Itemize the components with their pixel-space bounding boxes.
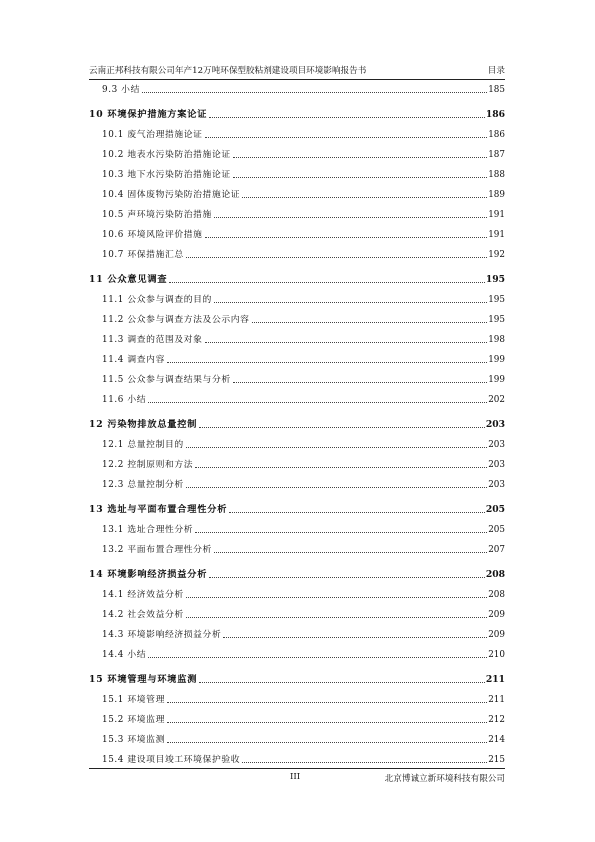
toc-entry-page: 211 [488, 695, 505, 705]
toc-section-entry[interactable] [89, 242, 505, 262]
dot-leader [205, 237, 488, 238]
toc-entry-title: 14.1 经济效益分析 [102, 590, 184, 600]
toc-entry-page: 188 [488, 170, 505, 180]
toc-entry-title: 9.3 小结 [102, 85, 140, 95]
toc-entry-title: 10.5 声环境污染防治措施 [102, 210, 212, 220]
dot-leader [169, 282, 485, 283]
toc-entry-page: 205 [485, 504, 505, 515]
toc-entry-page: 203 [488, 480, 505, 490]
dot-leader [242, 197, 487, 198]
toc-chapter-entry[interactable] [89, 262, 505, 287]
toc-entry-title: 14.4 小结 [102, 650, 147, 660]
toc-entry-page: 207 [488, 545, 505, 555]
toc-entry-page: 208 [485, 569, 505, 580]
dot-leader [195, 532, 487, 533]
dot-leader [209, 117, 485, 118]
toc-entry-page: 187 [488, 150, 505, 160]
toc-section-entry[interactable] [89, 162, 505, 182]
toc-section-entry[interactable] [89, 432, 505, 452]
toc-entry-page: 185 [488, 85, 505, 95]
toc-entry-title: 13.1 选址合理性分析 [102, 525, 194, 535]
dot-leader [186, 487, 487, 488]
dot-leader [199, 427, 485, 428]
toc-section-entry[interactable] [89, 517, 505, 537]
toc-entry-page: 215 [488, 755, 505, 765]
footer-company: 北京博诚立新环境科技有限公司 [384, 774, 505, 784]
toc-section-entry[interactable] [89, 122, 505, 142]
toc-chapter-entry[interactable] [89, 557, 505, 582]
toc-entry-title: 11.3 调查的范围及对象 [102, 335, 203, 345]
toc-entry-page: 208 [488, 590, 505, 600]
toc-entry-title: 10.2 地表水污染防治措施论证 [102, 150, 231, 160]
toc-section-entry[interactable] [89, 707, 505, 727]
toc-chapter-entry[interactable] [89, 97, 505, 122]
toc-entry-title: 10.3 地下水污染防治措施论证 [102, 170, 231, 180]
toc-section-entry[interactable] [89, 642, 505, 662]
toc-entry-title: 11.6 小结 [102, 395, 147, 405]
toc-entry-page: 214 [488, 735, 505, 745]
toc-entry-page: 203 [485, 419, 505, 430]
dot-leader [214, 552, 487, 553]
toc-entry-title: 12.2 控制原则和方法 [102, 460, 194, 470]
toc-entry-title: 14.2 社会效益分析 [102, 610, 184, 620]
dot-leader [252, 322, 488, 323]
toc-entry-page: 195 [488, 295, 505, 305]
toc-section-entry[interactable] [89, 347, 505, 367]
toc-entry-title: 13.2 平面布置合理性分析 [102, 545, 212, 555]
toc-entry-title: 10.6 环境风险评价措施 [102, 230, 203, 240]
toc-section-entry[interactable] [89, 142, 505, 162]
dot-leader [186, 257, 487, 258]
page-header [89, 64, 505, 78]
dot-leader [148, 402, 487, 403]
toc-entry-title: 10.4 固体废物污染防治措施论证 [102, 190, 241, 200]
toc-section-entry[interactable] [89, 367, 505, 387]
toc-entry-title: 10 环境保护措施方案论证 [89, 109, 208, 120]
toc-section-entry[interactable] [89, 452, 505, 472]
table-of-contents [89, 81, 505, 767]
toc-entry-page: 210 [488, 650, 505, 660]
toc-entry-page: 199 [488, 375, 505, 385]
toc-chapter-entry[interactable] [89, 662, 505, 687]
dot-leader [167, 702, 487, 703]
dot-leader [233, 157, 487, 158]
toc-section-entry[interactable] [89, 202, 505, 222]
toc-section-entry[interactable] [89, 222, 505, 242]
toc-entry-page: 195 [488, 315, 505, 325]
toc-entry-title: 11 公众意见调查 [89, 274, 168, 285]
dot-leader [142, 92, 487, 93]
dot-leader [205, 342, 488, 343]
dot-leader [209, 577, 485, 578]
toc-section-entry[interactable] [89, 582, 505, 602]
toc-entry-title: 12 污染物排放总量控制 [89, 419, 198, 430]
toc-entry-page: 211 [485, 674, 505, 685]
dot-leader [214, 217, 487, 218]
toc-entry-title: 11.1 公众参与调查的目的 [102, 295, 212, 305]
toc-entry-title: 10.7 环保措施汇总 [102, 250, 184, 260]
toc-section-entry[interactable] [89, 602, 505, 622]
toc-section-entry[interactable] [89, 387, 505, 407]
toc-entry-page: 202 [488, 395, 505, 405]
toc-entry-title: 11.5 公众参与调查结果与分析 [102, 375, 231, 385]
page-footer [89, 768, 505, 786]
toc-entry-title: 15.1 环境管理 [102, 695, 165, 705]
toc-section-entry[interactable] [89, 687, 505, 707]
toc-entry-title: 11.2 公众参与调查方法及公示内容 [102, 315, 250, 325]
toc-entry-title: 11.4 调查内容 [102, 355, 165, 365]
footer-rule [89, 768, 505, 769]
toc-entry-title: 15.4 建设项目竣工环境保护验收 [102, 755, 241, 765]
toc-entry-title: 14 环境影响经济损益分析 [89, 569, 208, 580]
dot-leader [233, 382, 487, 383]
toc-section-entry[interactable] [89, 537, 505, 557]
document-title: 云南正邦科技有限公司年产12万吨环保型胶粘剂建设项目环境影响报告书 [89, 66, 367, 76]
toc-section-entry[interactable] [89, 622, 505, 642]
toc-entry-page: 192 [488, 250, 505, 260]
page-number: III [290, 772, 301, 782]
dot-leader [233, 177, 487, 178]
toc-section-entry[interactable] [89, 327, 505, 347]
dot-leader [186, 447, 487, 448]
dot-leader [205, 137, 488, 138]
dot-leader [229, 512, 485, 513]
toc-section-entry[interactable] [89, 81, 505, 97]
toc-entry-page: 191 [488, 210, 505, 220]
toc-entry-page: 191 [488, 230, 505, 240]
dot-leader [199, 682, 485, 683]
toc-entry-page: 195 [485, 274, 505, 285]
dot-leader [186, 597, 487, 598]
toc-chapter-entry[interactable] [89, 492, 505, 517]
toc-entry-title: 10.1 废气治理措施论证 [102, 130, 203, 140]
toc-section-entry[interactable] [89, 182, 505, 202]
toc-entry-title: 12.1 总量控制目的 [102, 440, 184, 450]
toc-entry-page: 203 [488, 440, 505, 450]
toc-entry-page: 212 [488, 715, 505, 725]
toc-entry-title: 14.3 环境影响经济损益分析 [102, 630, 222, 640]
dot-leader [167, 722, 487, 723]
toc-entry-title: 13 选址与平面布置合理性分析 [89, 504, 228, 515]
toc-entry-title: 15.3 环境监测 [102, 735, 165, 745]
toc-section-entry[interactable] [89, 307, 505, 327]
header-rule [89, 79, 505, 80]
toc-entry-page: 199 [488, 355, 505, 365]
toc-entry-page: 189 [488, 190, 505, 200]
dot-leader [186, 617, 487, 618]
toc-entry-page: 186 [488, 130, 505, 140]
dot-leader [167, 742, 487, 743]
dot-leader [195, 467, 487, 468]
toc-entry-page: 198 [488, 335, 505, 345]
toc-entry-title: 15.2 环境监理 [102, 715, 165, 725]
section-label: 目录 [487, 66, 505, 76]
toc-section-entry[interactable] [89, 727, 505, 747]
toc-entry-page: 209 [488, 630, 505, 640]
toc-entry-title: 15 环境管理与环境监测 [89, 674, 198, 685]
toc-section-entry[interactable] [89, 287, 505, 307]
toc-entry-page: 186 [485, 109, 505, 120]
toc-section-entry[interactable] [89, 472, 505, 492]
dot-leader [223, 637, 487, 638]
dot-leader [148, 657, 487, 658]
toc-entry-page: 205 [488, 525, 505, 535]
dot-leader [242, 762, 487, 763]
dot-leader [214, 302, 487, 303]
toc-entry-page: 209 [488, 610, 505, 620]
toc-entry-page: 203 [488, 460, 505, 470]
dot-leader [167, 362, 487, 363]
toc-section-entry[interactable] [89, 747, 505, 767]
toc-chapter-entry[interactable] [89, 407, 505, 432]
toc-entry-title: 12.3 总量控制分析 [102, 480, 184, 490]
